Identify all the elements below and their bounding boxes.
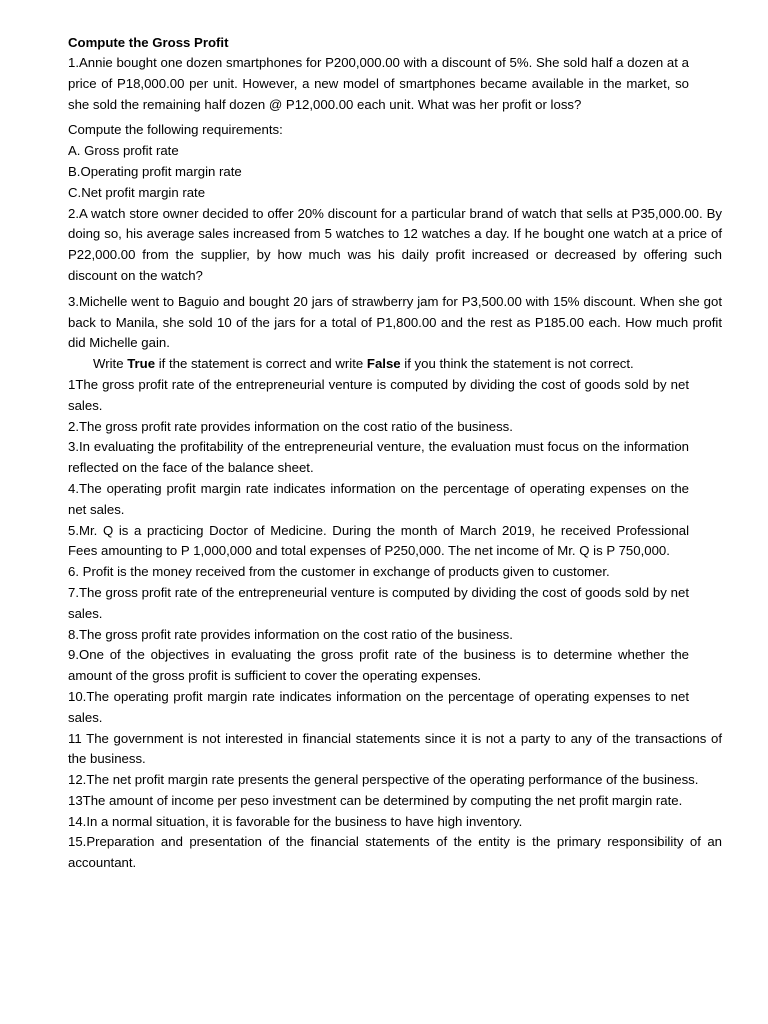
instructions-true-word: True xyxy=(127,356,156,372)
statement-13: 13The amount of income per peso investment can be determined by computing the net profit margin rate. xyxy=(68,792,683,808)
requirement-c: C.Net profit margin rate xyxy=(68,184,206,200)
statement-3: 3.In evaluating the profitability of the entrepreneurial venture, the evaluation must focus on the information reflected on the face of the balance sheet. xyxy=(68,439,689,476)
statement-7: 7.The gross profit rate of the entrepreneurial venture is computed by dividing the cost of goods sold by net sales. xyxy=(68,584,689,621)
page-title: Compute the Gross Profit xyxy=(68,35,229,50)
statement-11: 11 The government is not interested in financial statements since it is not a party to any of the transactions of the business. xyxy=(68,730,722,767)
statement-8: 8.The gross profit rate provides information on the cost ratio of the business. xyxy=(68,626,513,642)
requirement-b: B.Operating profit margin rate xyxy=(68,163,242,179)
problem-1: 1.Annie bought one dozen smartphones for P200,000.00 with a discount of 5%. She sold half a dozen at a price of P18,000.00 per unit. However, a new model of smartphones became available in the market, so she sold the remaining half dozen @ P12,000.00 each unit. What was her profit or loss? xyxy=(68,55,689,112)
requirement-a: A. Gross profit rate xyxy=(68,143,179,159)
document-page xyxy=(68,32,722,874)
statement-5: 5.Mr. Q is a practicing Doctor of Medicine. During the month of March 2019, he received Professional Fees amounting to P 1,000,000 and total expenses of P250,000. The net income of Mr. Q is P 750,000. xyxy=(68,522,689,559)
statement-10: 10.The operating profit margin rate indicates information on the percentage of operating expenses to net sales. xyxy=(68,688,689,725)
statement-15: 15.Preparation and presentation of the financial statements of the entity is the primary responsibility of an accountant. xyxy=(68,834,722,871)
problem-2: 2.A watch store owner decided to offer 20% discount for a particular brand of watch that sells at P35,000.00. By doing so, his average sales increased from 5 watches to 12 watches a day. If he bought one watch at a price of P22,000.00 from the supplier, by how much was his daily profit increased or decreased by offering such discount on the watch? xyxy=(68,205,722,283)
requirements-intro: Compute the following requirements: xyxy=(68,122,283,138)
statement-9: 9.One of the objectives in evaluating the gross profit rate of the business is to determine whether the amount of the gross profit is sufficient to cover the operating expenses. xyxy=(68,647,689,684)
instructions-part-3: if you think the statement is not correct. xyxy=(400,356,634,372)
instructions-false-word: False xyxy=(366,356,401,372)
statement-12: 12.The net profit margin rate presents the general perspective of the operating performance of the business. xyxy=(68,772,699,788)
statement-1: 1The gross profit rate of the entrepreneurial venture is computed by dividing the cost of goods sold by net sales. xyxy=(68,376,689,413)
instructions-part-1: Write xyxy=(93,356,128,372)
instructions-part-2: if the statement is correct and write xyxy=(155,356,367,372)
statement-2: 2.The gross profit rate provides information on the cost ratio of the business. xyxy=(68,418,513,434)
statement-4: 4.The operating profit margin rate indicates information on the percentage of operating expenses on the net sales. xyxy=(68,480,689,517)
statement-14: 14.In a normal situation, it is favorable for the business to have high inventory. xyxy=(68,813,523,829)
true-false-instructions xyxy=(68,354,722,375)
problem-3: 3.Michelle went to Baguio and bought 20 jars of strawberry jam for P3,500.00 with 15% discount. When she got back to Manila, she sold 10 of the jars for a total of P1,800.00 and the rest as P185.00 each. How much profit did Michelle gain. xyxy=(68,293,722,351)
statement-6: 6. Profit is the money received from the customer in exchange of products given to customer. xyxy=(68,564,610,580)
